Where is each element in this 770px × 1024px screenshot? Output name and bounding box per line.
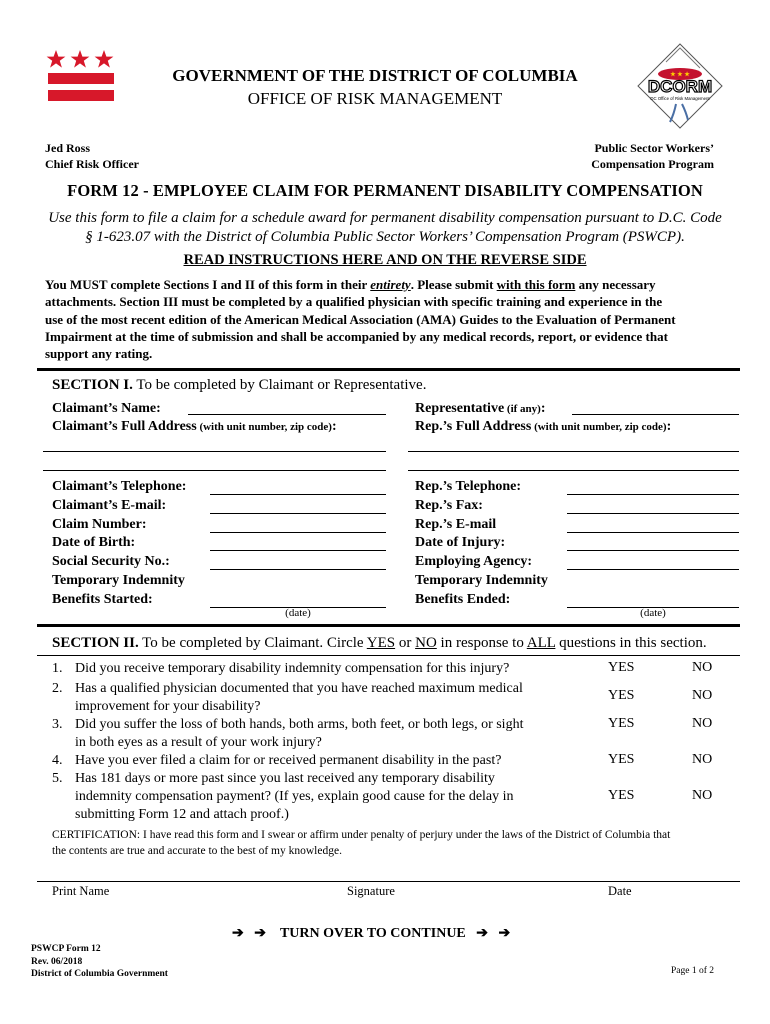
yes-option[interactable]: YES bbox=[608, 688, 635, 703]
section1-heading: SECTION I. To be completed by Claimant or Representative. bbox=[52, 377, 427, 393]
dc-flag-logo bbox=[46, 48, 116, 106]
question-text: in both eyes as a result of your work injury? bbox=[75, 735, 322, 750]
claimant-info-label: Claim Number: bbox=[52, 516, 147, 532]
logo-text: DCORM bbox=[647, 77, 713, 96]
form-title: FORM 12 - EMPLOYEE CLAIM FOR PERMANENT DISABILITY COMPENSATION bbox=[67, 181, 703, 200]
claimant-info-field[interactable] bbox=[210, 532, 386, 533]
arrow-right-icon: ➔ bbox=[232, 926, 244, 941]
officer-title: Chief Risk Officer bbox=[45, 157, 139, 171]
question-text: Did you receive temporary disability indemnity compensation for this injury? bbox=[75, 661, 510, 676]
section2-sub-rule bbox=[37, 655, 740, 656]
yes-option[interactable]: YES bbox=[608, 660, 635, 675]
section1-top-rule bbox=[37, 368, 740, 371]
question-number: 2. bbox=[52, 681, 63, 696]
no-option[interactable]: NO bbox=[692, 788, 713, 803]
rep-info-field[interactable] bbox=[567, 532, 739, 533]
certification-text: CERTIFICATION: I have read this form and I swear or affirm under penalty of perjury under the laws of the District of Columbia that the contents are true and accurate to the best of my knowledge. bbox=[52, 829, 671, 857]
signature-label: Signature bbox=[347, 884, 395, 898]
svg-text:★ ★ ★: ★ ★ ★ bbox=[670, 72, 690, 78]
section2-top-rule bbox=[37, 624, 740, 627]
page-number: Page 1 of 2 bbox=[670, 966, 714, 976]
program-name-line1: Public Sector Workers’ bbox=[594, 141, 714, 155]
rep-address-field-2[interactable] bbox=[408, 470, 739, 471]
no-option[interactable]: NO bbox=[692, 716, 713, 731]
claimant-info-label: Temporary Indemnity bbox=[52, 573, 185, 588]
rep-name-field[interactable] bbox=[572, 414, 739, 415]
office-name: OFFICE OF RISK MANAGEMENT bbox=[247, 89, 503, 108]
rep-address-label: Rep.’s Full Address (with unit number, zip code): bbox=[415, 419, 672, 434]
benefits-ended-date-label: (date) bbox=[640, 607, 666, 619]
question-text: improvement for your disability? bbox=[75, 699, 261, 714]
purpose-line1: Use this form to file a claim for a schedule award for permanent disability compensation pursuant to D.C. Code bbox=[48, 210, 722, 226]
rep-info-label: Rep.’s Telephone: bbox=[415, 479, 522, 494]
no-option[interactable]: NO bbox=[692, 688, 713, 703]
rep-info-field[interactable] bbox=[567, 550, 739, 551]
rep-info-field[interactable] bbox=[567, 569, 739, 570]
claimant-name-label: Claimant’s Name: bbox=[52, 401, 161, 416]
footer-info: PSWCP Form 12 Rev. 06/2018 District of Columbia Government bbox=[31, 944, 168, 979]
section2-heading: SECTION II. To be completed by Claimant. Circle YES or NO in response to ALL questions in this section. bbox=[52, 635, 707, 651]
question-text: Has 181 days or more past since you last received any temporary disability bbox=[75, 771, 495, 786]
rep-info-label: Temporary Indemnity bbox=[415, 573, 548, 588]
question-text: Have you ever filed a claim for or received permanent disability in the past? bbox=[75, 753, 502, 768]
yes-option[interactable]: YES bbox=[608, 752, 635, 767]
instructions-paragraph: You MUST complete Sections I and II of this form in their entirety. Please submit with this form any necessary attachments. Section III must be completed by a qualified physician with specific training and experience in the use of the most recent edition of the American Medical Association (AMA) Guides to the Evaluation of Permanent Impairment at the time of submission and shall be accompanied by any medical records, report, or evidence that support any rating. bbox=[45, 277, 676, 362]
no-option[interactable]: NO bbox=[692, 752, 713, 767]
claimant-info-field[interactable] bbox=[210, 513, 386, 514]
question-text: Did you suffer the loss of both hands, both arms, both feet, or both legs, or sight bbox=[75, 717, 524, 732]
signature-rule[interactable] bbox=[37, 881, 740, 882]
read-instructions: READ INSTRUCTIONS HERE AND ON THE REVERSE SIDE bbox=[183, 252, 587, 268]
program-name-line2: Compensation Program bbox=[591, 157, 714, 171]
claimant-name-field[interactable] bbox=[188, 414, 386, 415]
claimant-address-label: Claimant’s Full Address (with unit number, zip code): bbox=[52, 419, 337, 434]
rep-info-label: Date of Injury: bbox=[415, 535, 506, 551]
question-number: 5. bbox=[52, 771, 63, 786]
rep-info-label: Employing Agency: bbox=[415, 554, 533, 570]
yes-option[interactable]: YES bbox=[608, 716, 635, 731]
claimant-address-field-2[interactable] bbox=[43, 470, 386, 471]
yes-option[interactable]: YES bbox=[608, 788, 635, 803]
question-text: Has a qualified physician documented that you have reached maximum medical bbox=[75, 681, 523, 696]
rep-info-field[interactable] bbox=[567, 494, 739, 495]
turn-over-notice: ➔ ➔ TURN OVER TO CONTINUE ➔ ➔ bbox=[232, 926, 511, 941]
purpose-line2: § 1-623.07 with the District of Columbia Public Sector Workers’ Compensation Program (PSWCP). bbox=[85, 229, 685, 245]
arrow-right-icon: ➔ bbox=[254, 926, 266, 941]
arrow-right-icon: ➔ bbox=[498, 926, 511, 941]
dcorm-logo bbox=[636, 42, 726, 137]
question-text: submitting Form 12 and attach proof.) bbox=[75, 807, 289, 822]
claimant-info-field[interactable] bbox=[210, 494, 386, 495]
rep-info-label: Rep.’s E-mail bbox=[415, 516, 497, 532]
rep-name-label: Representative (if any): bbox=[415, 401, 546, 416]
claimant-info-label: Social Security No.: bbox=[52, 554, 170, 570]
question-number: 4. bbox=[52, 753, 63, 768]
rep-info-label: Benefits Ended: bbox=[415, 591, 511, 607]
no-option[interactable]: NO bbox=[692, 660, 713, 675]
question-number: 3. bbox=[52, 717, 63, 732]
benefits-started-date-label: (date) bbox=[285, 607, 311, 619]
print-name-label: Print Name bbox=[52, 884, 110, 898]
claimant-info-label: Date of Birth: bbox=[52, 535, 136, 551]
question-number: 1. bbox=[52, 661, 63, 676]
claimant-info-label: Claimant’s E-mail: bbox=[52, 497, 167, 513]
logo-subtext: DC Office of Risk Management bbox=[650, 96, 710, 101]
arrow-right-icon: ➔ bbox=[476, 926, 488, 941]
claimant-info-label: Benefits Started: bbox=[52, 591, 153, 607]
officer-name: Jed Ross bbox=[45, 141, 91, 155]
rep-info-field[interactable] bbox=[567, 513, 739, 514]
rep-address-field-1[interactable] bbox=[408, 451, 739, 452]
date-label: Date bbox=[608, 884, 632, 898]
rep-info-label: Rep.’s Fax: bbox=[415, 497, 483, 513]
org-title: GOVERNMENT OF THE DISTRICT OF COLUMBIA bbox=[172, 66, 578, 85]
claimant-info-field[interactable] bbox=[210, 550, 386, 551]
question-text: indemnity compensation payment? (If yes, explain good cause for the delay in bbox=[75, 789, 514, 804]
claimant-info-label: Claimant’s Telephone: bbox=[52, 479, 187, 494]
claimant-info-field[interactable] bbox=[210, 569, 386, 570]
claimant-address-field-1[interactable] bbox=[43, 451, 386, 452]
